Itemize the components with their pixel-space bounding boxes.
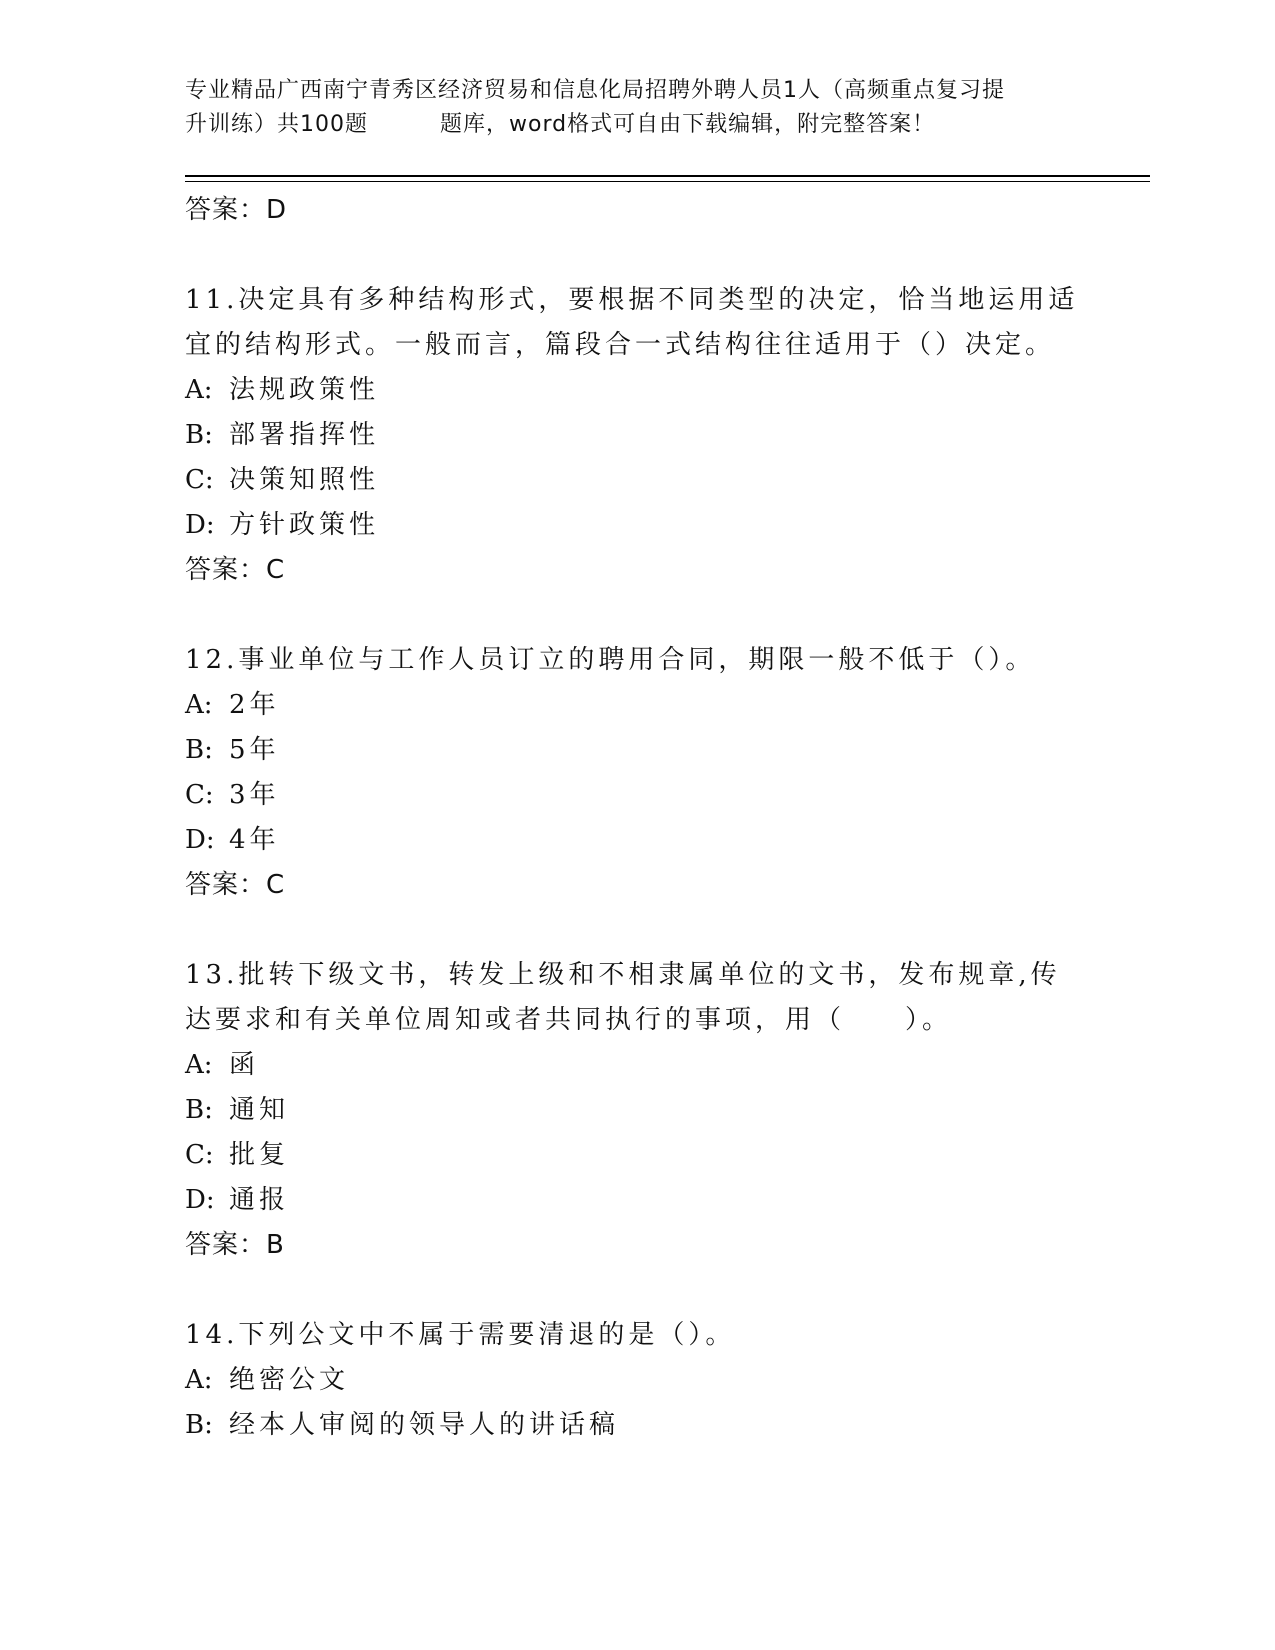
- option-label: D:: [185, 825, 215, 855]
- question-13: [185, 953, 1085, 1268]
- option-text: 2年: [229, 690, 280, 720]
- header-line-2: [185, 108, 1085, 142]
- option-text: 函: [229, 1050, 260, 1080]
- question-12: [185, 638, 1085, 908]
- previous-answer: 答案：D: [185, 195, 288, 225]
- document-header: [185, 74, 1085, 142]
- option-text: 通报: [229, 1185, 290, 1215]
- option-label: A:: [185, 1365, 213, 1395]
- option-label: C:: [185, 1140, 214, 1170]
- option-b: [185, 1088, 1085, 1133]
- option-b: [185, 728, 1085, 773]
- option-label: D:: [185, 510, 215, 540]
- option-b: [185, 413, 1085, 458]
- header-line-2-end: 题库，word格式可自由下载编辑，附完整答案！: [440, 112, 936, 137]
- option-text: 经本人审阅的领导人的讲话稿: [229, 1410, 620, 1440]
- option-label: C:: [185, 780, 214, 810]
- option-text: 决策知照性: [229, 465, 380, 495]
- option-label: B:: [185, 420, 213, 450]
- option-text: 批复: [229, 1140, 290, 1170]
- option-label: B:: [185, 735, 213, 765]
- question-text: 12.事业单位与工作人员订立的聘用合同，期限一般不低于（）。: [185, 645, 1036, 675]
- answer: 答案：B: [185, 1230, 285, 1260]
- option-text: 部署指挥性: [229, 420, 380, 450]
- option-label: C:: [185, 465, 214, 495]
- header-line-1: 专业精品广西南宁青秀区经济贸易和信息化局招聘外聘人员1人（高频重点复习提: [185, 78, 1005, 103]
- option-label: A:: [185, 690, 213, 720]
- option-c: [185, 1133, 1085, 1178]
- option-text: 法规政策性: [229, 375, 380, 405]
- option-text: 通知: [229, 1095, 290, 1125]
- option-text: 方针政策性: [229, 510, 380, 540]
- option-text: 5年: [229, 735, 280, 765]
- question-14: [185, 1313, 1085, 1448]
- option-a: [185, 1358, 1085, 1403]
- option-label: A:: [185, 1050, 213, 1080]
- option-d: [185, 1178, 1085, 1223]
- answer: 答案：C: [185, 870, 286, 900]
- option-b: [185, 1403, 1085, 1448]
- option-label: B:: [185, 1095, 213, 1125]
- option-a: [185, 368, 1085, 413]
- option-d: [185, 818, 1085, 863]
- option-label: A:: [185, 375, 213, 405]
- option-label: B:: [185, 1410, 213, 1440]
- option-label: D:: [185, 1185, 215, 1215]
- header-line-2-start: 升训练）共100题: [185, 112, 368, 137]
- question-text: 13.批转下级文书，转发上级和不相隶属单位的文书，发布规章,传达要求和有关单位周知或者共同执行的事项，用（ ）。: [185, 960, 1061, 1035]
- option-a: [185, 683, 1085, 728]
- question-11: [185, 278, 1085, 593]
- option-text: 3年: [229, 780, 280, 810]
- option-c: [185, 458, 1085, 503]
- option-d: [185, 503, 1085, 548]
- option-c: [185, 773, 1085, 818]
- question-text: 11.决定具有多种结构形式，要根据不同类型的决定，恰当地运用适宜的结构形式。一般而言，篇段合一式结构往往适用于（）决定。: [185, 285, 1079, 360]
- option-a: [185, 1043, 1085, 1088]
- question-text: 14.下列公文中不属于需要清退的是（）。: [185, 1320, 736, 1350]
- answer: 答案：C: [185, 555, 286, 585]
- option-text: 4年: [229, 825, 280, 855]
- header-rule-thin: [185, 181, 1150, 182]
- header-rule-thick: [185, 175, 1150, 177]
- question-list: [185, 188, 1085, 1448]
- option-text: 绝密公文: [229, 1365, 350, 1395]
